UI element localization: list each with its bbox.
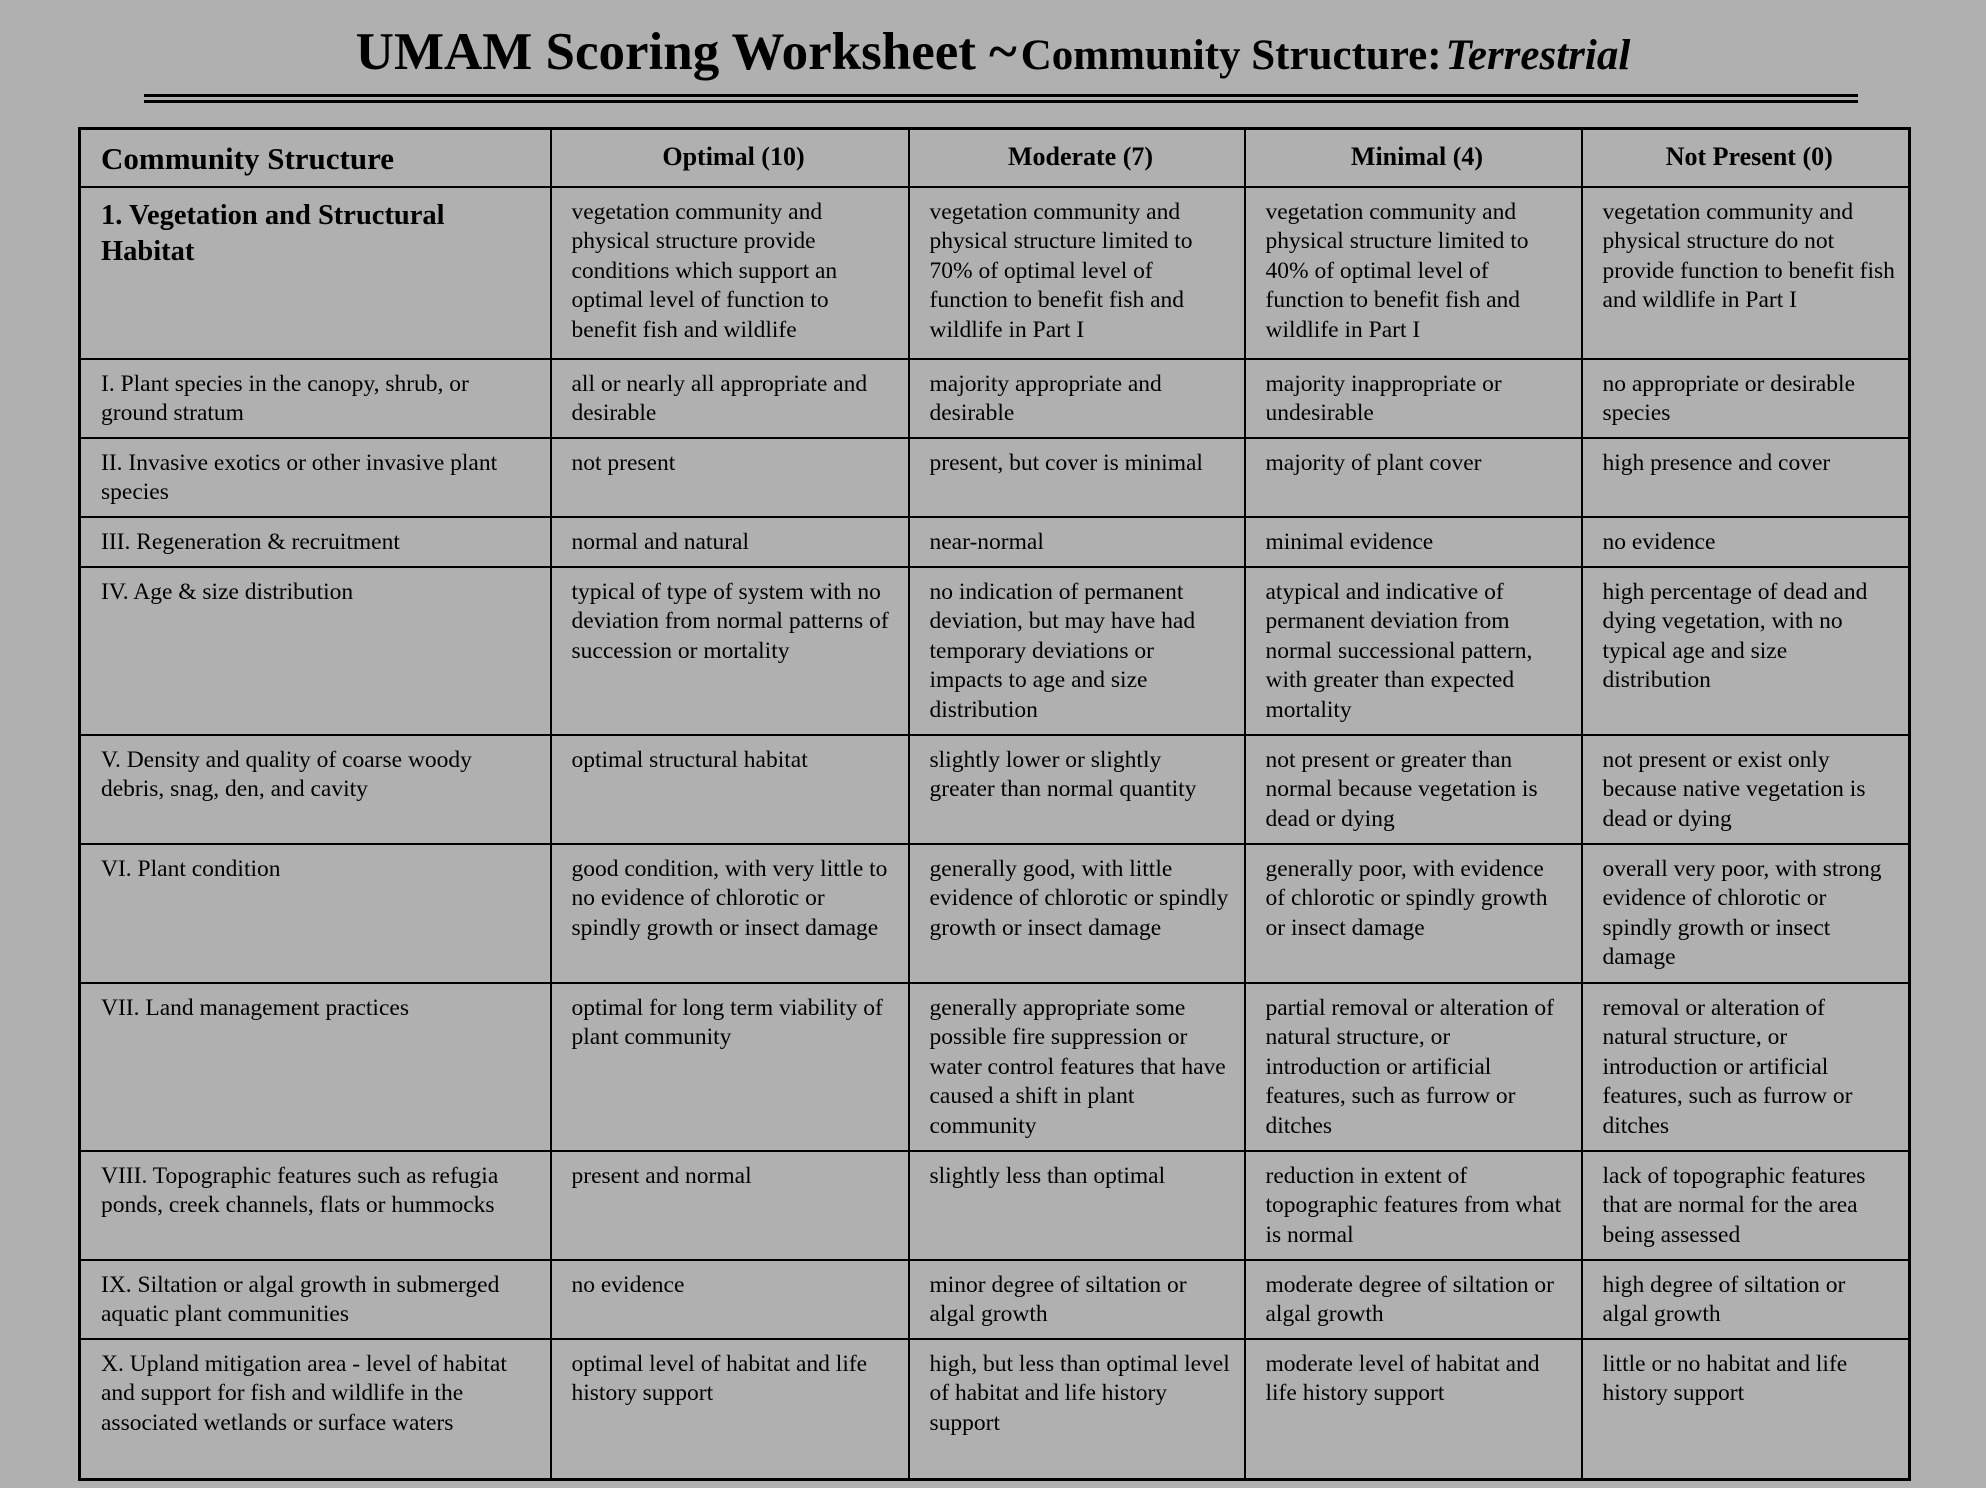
cell-moderate: slightly less than optimal <box>909 1151 1245 1260</box>
column-header-community-structure: Community Structure <box>80 129 551 187</box>
table-row <box>80 844 1910 983</box>
cell-minimal: moderate level of habitat and life history support <box>1245 1339 1582 1480</box>
row-label: X. Upland mitigation area - level of habitat and support for fish and wildlife in the associated wetlands or surface waters <box>80 1339 551 1480</box>
cell-moderate: no indication of permanent deviation, but may have had temporary deviations or impacts to age and size distribution <box>909 567 1245 735</box>
cell-moderate: near-normal <box>909 517 1245 567</box>
cell-minimal: partial removal or alteration of natural structure, or introduction or artificial features, such as furrow or ditches <box>1245 983 1582 1151</box>
column-header-minimal: Minimal (4) <box>1245 129 1582 187</box>
row-label: I. Plant species in the canopy, shrub, or ground stratum <box>80 359 551 438</box>
table-row <box>80 567 1910 735</box>
cell-minimal: minimal evidence <box>1245 517 1582 567</box>
title-underline-top <box>144 94 1858 97</box>
cell-not-present: high degree of siltation or algal growth <box>1582 1260 1910 1339</box>
title-subtitle: Community Structure: <box>1020 32 1442 79</box>
table-row <box>80 983 1910 1151</box>
cell-not-present: not present or exist only because native vegetation is dead or dying <box>1582 735 1910 844</box>
cell-not-present: overall very poor, with strong evidence of chlorotic or spindly growth or insect damage <box>1582 844 1910 983</box>
row-label: IV. Age & size distribution <box>80 567 551 735</box>
column-header-moderate: Moderate (7) <box>909 129 1245 187</box>
row-label: VI. Plant condition <box>80 844 551 983</box>
scoring-table <box>78 127 1911 1481</box>
cell-not-present: no appropriate or desirable species <box>1582 359 1910 438</box>
cell-not-present: high percentage of dead and dying vegetation, with no typical age and size distribution <box>1582 567 1910 735</box>
cell-optimal: typical of type of system with no deviation from normal patterns of succession or mortality <box>551 567 909 735</box>
cell-minimal: reduction in extent of topographic features from what is normal <box>1245 1151 1582 1260</box>
column-header-optimal: Optimal (10) <box>551 129 909 187</box>
cell-minimal: majority inappropriate or undesirable <box>1245 359 1582 438</box>
table-row <box>80 1260 1910 1339</box>
table-row <box>80 517 1910 567</box>
cell-not-present: vegetation community and physical structure do not provide function to benefit fish and wildlife in Part I <box>1582 187 1910 359</box>
row-label: VIII. Topographic features such as refugia ponds, creek channels, flats or hummocks <box>80 1151 551 1260</box>
cell-optimal: good condition, with very little to no evidence of chlorotic or spindly growth or insect damage <box>551 844 909 983</box>
cell-optimal: vegetation community and physical structure provide conditions which support an optimal level of function to benefit fish and wildlife <box>551 187 909 359</box>
table-row <box>80 735 1910 844</box>
cell-minimal: not present or greater than normal because vegetation is dead or dying <box>1245 735 1582 844</box>
cell-moderate: generally good, with little evidence of chlorotic or spindly growth or insect damage <box>909 844 1245 983</box>
cell-optimal: present and normal <box>551 1151 909 1260</box>
title-subtitle-italic: Terrestrial <box>1445 32 1631 79</box>
table-row <box>80 1339 1910 1480</box>
row-label: III. Regeneration & recruitment <box>80 517 551 567</box>
cell-optimal: optimal for long term viability of plant community <box>551 983 909 1151</box>
cell-minimal: moderate degree of siltation or algal growth <box>1245 1260 1582 1339</box>
table-row <box>80 1151 1910 1260</box>
title-main: UMAM Scoring Worksheet ~ <box>355 23 1017 81</box>
cell-optimal: not present <box>551 438 909 517</box>
cell-minimal: vegetation community and physical structure limited to 40% of optimal level of function to benefit fish and wildlife in Part I <box>1245 187 1582 359</box>
table-row <box>80 187 1910 359</box>
row-label: V. Density and quality of coarse woody debris, snag, den, and cavity <box>80 735 551 844</box>
cell-not-present: no evidence <box>1582 517 1910 567</box>
cell-minimal: atypical and indicative of permanent deviation from normal successional pattern, with greater than expected mortality <box>1245 567 1582 735</box>
row-label: VII. Land management practices <box>80 983 551 1151</box>
cell-moderate: slightly lower or slightly greater than normal quantity <box>909 735 1245 844</box>
title-underline-bottom <box>144 100 1858 103</box>
page-title <box>0 22 1986 82</box>
row-label: IX. Siltation or algal growth in submerged aquatic plant communities <box>80 1260 551 1339</box>
table-row <box>80 438 1910 517</box>
cell-moderate: minor degree of siltation or algal growth <box>909 1260 1245 1339</box>
cell-minimal: majority of plant cover <box>1245 438 1582 517</box>
column-header-not-present: Not Present (0) <box>1582 129 1910 187</box>
row-label: 1. Vegetation and Structural Habitat <box>80 187 551 359</box>
row-label: II. Invasive exotics or other invasive plant species <box>80 438 551 517</box>
header-row <box>80 129 1910 187</box>
cell-moderate: high, but less than optimal level of habitat and life history support <box>909 1339 1245 1480</box>
cell-moderate: majority appropriate and desirable <box>909 359 1245 438</box>
cell-not-present: removal or alteration of natural structure, or introduction or artificial features, such as furrow or ditches <box>1582 983 1910 1151</box>
table-row <box>80 359 1910 438</box>
cell-optimal: optimal structural habitat <box>551 735 909 844</box>
cell-optimal: optimal level of habitat and life history support <box>551 1339 909 1480</box>
cell-not-present: high presence and cover <box>1582 438 1910 517</box>
cell-minimal: generally poor, with evidence of chlorotic or spindly growth or insect damage <box>1245 844 1582 983</box>
cell-moderate: present, but cover is minimal <box>909 438 1245 517</box>
cell-not-present: lack of topographic features that are normal for the area being assessed <box>1582 1151 1910 1260</box>
cell-moderate: vegetation community and physical structure limited to 70% of optimal level of function to benefit fish and wildlife in Part I <box>909 187 1245 359</box>
cell-optimal: all or nearly all appropriate and desirable <box>551 359 909 438</box>
cell-moderate: generally appropriate some possible fire suppression or water control features that have caused a shift in plant community <box>909 983 1245 1151</box>
cell-not-present: little or no habitat and life history support <box>1582 1339 1910 1480</box>
cell-optimal: no evidence <box>551 1260 909 1339</box>
cell-optimal: normal and natural <box>551 517 909 567</box>
